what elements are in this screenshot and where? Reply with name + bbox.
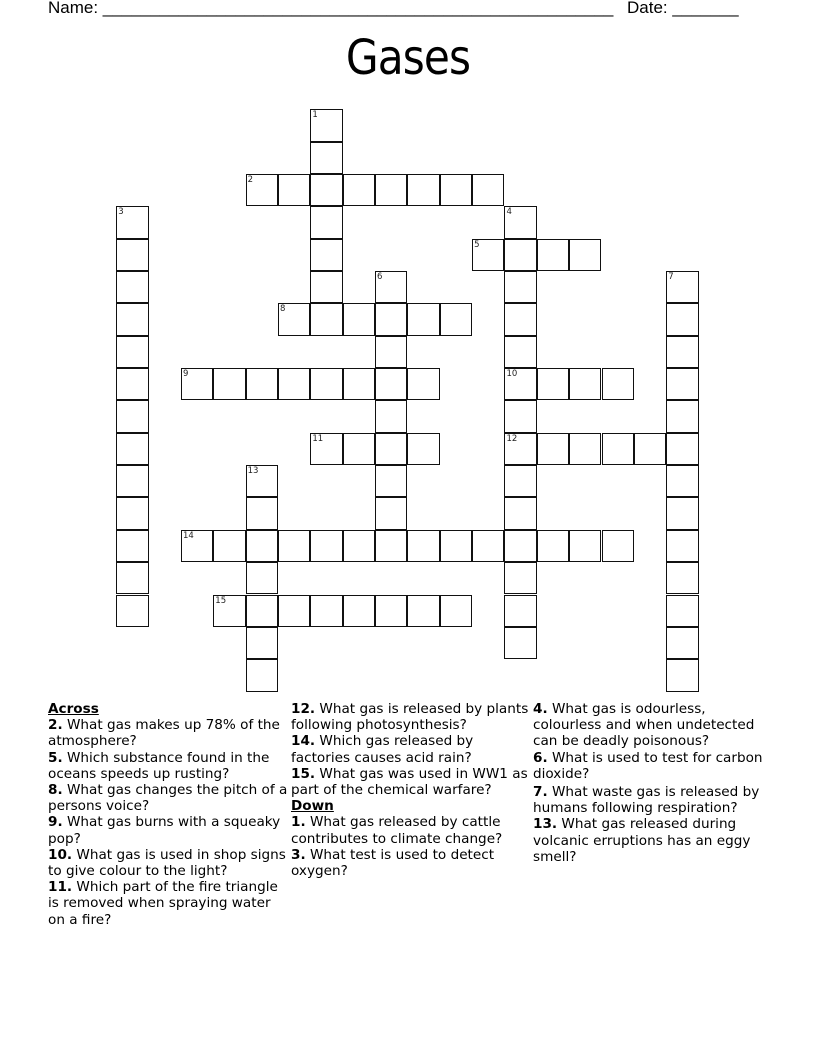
- clue-number: 13: [247, 466, 259, 477]
- crossword-cell[interactable]: [375, 400, 407, 432]
- crossword-cell[interactable]: [213, 595, 245, 627]
- crossword-cell[interactable]: [504, 595, 536, 627]
- crossword-cell[interactable]: [472, 174, 504, 206]
- clue-across-8: 8. What gas changes the pitch of a persons voice?: [48, 782, 288, 815]
- crossword-cell[interactable]: [116, 433, 148, 465]
- clue-across-14: 14. Which gas released by factories causes acid rain?: [291, 733, 474, 766]
- crossword-cell[interactable]: [472, 239, 504, 271]
- crossword-cell[interactable]: [375, 465, 407, 497]
- crossword-cell[interactable]: [472, 530, 504, 562]
- crossword-cell[interactable]: [375, 174, 407, 206]
- crossword-cell[interactable]: [602, 530, 634, 562]
- crossword-cell[interactable]: [569, 433, 601, 465]
- clue-across-2: 2. What gas makes up 78% of the atmosphere?: [48, 717, 280, 750]
- crossword-cell[interactable]: [504, 465, 536, 497]
- clue-across-10: 10. What gas is used in shop signs to give colour to the light?: [48, 846, 286, 880]
- crossword-cell[interactable]: [310, 303, 342, 335]
- crossword-cell[interactable]: [504, 368, 536, 400]
- crossword-cell[interactable]: [537, 433, 569, 465]
- crossword-cell[interactable]: [343, 530, 375, 562]
- crossword-cell[interactable]: [504, 530, 536, 562]
- crossword-cell[interactable]: [504, 271, 536, 303]
- crossword-cell[interactable]: [116, 368, 148, 400]
- crossword-cell[interactable]: [602, 433, 634, 465]
- down-heading: Down: [291, 798, 334, 815]
- name-field-label: Name: ______________________________________________________: [48, 0, 614, 17]
- crossword-cell[interactable]: [666, 627, 698, 659]
- crossword-cell[interactable]: [181, 530, 213, 562]
- crossword-cell[interactable]: [246, 659, 278, 691]
- crossword-cell[interactable]: [569, 239, 601, 271]
- crossword-cell[interactable]: [440, 530, 472, 562]
- crossword-cell[interactable]: [116, 239, 148, 271]
- crossword-cell[interactable]: [440, 174, 472, 206]
- crossword-cell[interactable]: [407, 174, 439, 206]
- crossword-cell[interactable]: [569, 368, 601, 400]
- clue-down-3: 3. What test is used to detect oxygen?: [291, 846, 495, 880]
- crossword-cell[interactable]: [213, 368, 245, 400]
- crossword-cell[interactable]: [504, 562, 536, 594]
- crossword-cell[interactable]: [407, 433, 439, 465]
- clue-number: 14: [182, 530, 194, 541]
- crossword-cell[interactable]: [666, 368, 698, 400]
- clues-column-1: [48, 701, 288, 928]
- crossword-cell[interactable]: [278, 530, 310, 562]
- crossword-cell[interactable]: [634, 433, 666, 465]
- clue-number: 8: [280, 304, 286, 315]
- crossword-cell[interactable]: [375, 595, 407, 627]
- crossword-cell[interactable]: [310, 530, 342, 562]
- crossword-cell[interactable]: [116, 530, 148, 562]
- crossword-cell[interactable]: [246, 497, 278, 529]
- crossword-cell[interactable]: [504, 336, 536, 368]
- crossword-cell[interactable]: [343, 368, 375, 400]
- crossword-cell[interactable]: [310, 142, 342, 174]
- page-title: Gases: [345, 30, 471, 86]
- crossword-cell[interactable]: [116, 465, 148, 497]
- clue-down-7: 7. What waste gas is released by humans following respiration?: [533, 784, 760, 817]
- crossword-cell[interactable]: [537, 530, 569, 562]
- clues-column-3: [533, 701, 773, 865]
- crossword-cell[interactable]: [343, 174, 375, 206]
- crossword-cell[interactable]: [407, 595, 439, 627]
- crossword-cell[interactable]: [602, 368, 634, 400]
- crossword-cell[interactable]: [310, 206, 342, 238]
- crossword-cell[interactable]: [246, 368, 278, 400]
- crossword-cell[interactable]: [666, 433, 698, 465]
- crossword-cell[interactable]: [181, 368, 213, 400]
- crossword-cell[interactable]: [440, 303, 472, 335]
- crossword-cell[interactable]: [666, 497, 698, 529]
- crossword-cell[interactable]: [116, 562, 148, 594]
- crossword-cell[interactable]: [246, 174, 278, 206]
- clue-number: 11: [312, 433, 324, 444]
- crossword-cell[interactable]: [407, 530, 439, 562]
- clue-number: 12: [506, 433, 518, 444]
- crossword-cell[interactable]: [116, 206, 148, 238]
- crossword-cell[interactable]: [246, 627, 278, 659]
- clue-number: 1: [312, 110, 318, 121]
- crossword-cell[interactable]: [116, 497, 148, 529]
- crossword-cell[interactable]: [440, 595, 472, 627]
- crossword-cell[interactable]: [278, 174, 310, 206]
- crossword-cell[interactable]: [278, 303, 310, 335]
- clue-number: 5: [474, 239, 480, 250]
- crossword-cell[interactable]: [666, 336, 698, 368]
- clue-down-13: 13. What gas released during volcanic erruptions has an eggy smell?: [533, 816, 751, 865]
- crossword-cell[interactable]: [666, 465, 698, 497]
- crossword-cell[interactable]: [666, 303, 698, 335]
- clue-across-9: 9. What gas burns with a squeaky pop?: [48, 814, 281, 847]
- clue-down-4: 4. What gas is odourless, colourless and when undetected can be deadly poisonous?: [533, 701, 755, 750]
- crossword-cell[interactable]: [310, 271, 342, 303]
- crossword-cell[interactable]: [666, 400, 698, 432]
- crossword-cell[interactable]: [504, 627, 536, 659]
- crossword-cell[interactable]: [213, 530, 245, 562]
- across-heading: Across: [48, 701, 99, 717]
- clue-number: 2: [247, 174, 254, 185]
- crossword-cell[interactable]: [375, 530, 407, 562]
- crossword-cell[interactable]: [666, 271, 698, 303]
- crossword-cell[interactable]: [504, 206, 536, 238]
- clue-across-15: 15. What gas was used in WW1 as part of the chemical warfare?: [291, 765, 528, 799]
- clue-number: 7: [668, 272, 674, 282]
- crossword-cell[interactable]: [310, 109, 342, 141]
- crossword-cell[interactable]: [310, 239, 342, 271]
- crossword-cell[interactable]: [504, 433, 536, 465]
- date-field-label: Date: _______: [627, 0, 739, 17]
- crossword-cell[interactable]: [537, 368, 569, 400]
- crossword-cell[interactable]: [246, 562, 278, 594]
- crossword-cell[interactable]: [504, 303, 536, 335]
- crossword-cell[interactable]: [537, 239, 569, 271]
- crossword-cell[interactable]: [375, 433, 407, 465]
- clue-down-1: 1. What gas released by cattle contributes to climate change?: [291, 814, 503, 847]
- crossword-cell[interactable]: [246, 595, 278, 627]
- crossword-cell[interactable]: [343, 303, 375, 335]
- crossword-cell[interactable]: [407, 368, 439, 400]
- crossword-cell[interactable]: [666, 562, 698, 594]
- clue-number: 6: [377, 272, 383, 282]
- clue-across-12: 12. What gas is released by plants following photosynthesis?: [291, 701, 529, 734]
- crossword-cell[interactable]: [375, 303, 407, 335]
- clue-number: 15: [215, 595, 227, 606]
- crossword-cell[interactable]: [246, 465, 278, 497]
- crossword-cell[interactable]: [310, 174, 342, 206]
- crossword-cell[interactable]: [310, 368, 342, 400]
- crossword-cell[interactable]: [375, 271, 407, 303]
- clue-number: 9: [182, 369, 189, 380]
- clue-down-6: 6. What is used to test for carbon dioxide?: [533, 749, 763, 782]
- crossword-cell[interactable]: [246, 530, 278, 562]
- crossword-cell[interactable]: [116, 400, 148, 432]
- crossword-cell[interactable]: [278, 368, 310, 400]
- crossword-cell[interactable]: [278, 595, 310, 627]
- clue-number: 3: [118, 207, 124, 218]
- crossword-cell[interactable]: [310, 433, 342, 465]
- crossword-cell[interactable]: [666, 659, 698, 691]
- crossword-cell[interactable]: [504, 400, 536, 432]
- crossword-cell[interactable]: [343, 595, 375, 627]
- crossword-cell[interactable]: [343, 433, 375, 465]
- crossword-cell[interactable]: [504, 497, 536, 529]
- crossword-cell[interactable]: [310, 595, 342, 627]
- crossword-cell[interactable]: [375, 497, 407, 529]
- clue-across-11: 11. Which part of the fire triangle is removed when spraying water on a fire?: [48, 879, 278, 928]
- crossword-cell[interactable]: [504, 239, 536, 271]
- crossword-cell[interactable]: [375, 368, 407, 400]
- clue-across-5: 5. Which substance found in the oceans speeds up rusting?: [48, 749, 270, 782]
- crossword-cell[interactable]: [116, 595, 148, 627]
- crossword-cell[interactable]: [666, 530, 698, 562]
- crossword-cell[interactable]: [116, 336, 148, 368]
- crossword-cell[interactable]: [407, 303, 439, 335]
- crossword-cell[interactable]: [375, 336, 407, 368]
- crossword-cell[interactable]: [116, 303, 148, 335]
- clue-number: 10: [506, 369, 518, 380]
- clues-column-2: [291, 701, 531, 879]
- crossword-cell[interactable]: [116, 271, 148, 303]
- crossword-cell[interactable]: [666, 595, 698, 627]
- crossword-cell[interactable]: [569, 530, 601, 562]
- clue-number: 4: [506, 207, 512, 218]
